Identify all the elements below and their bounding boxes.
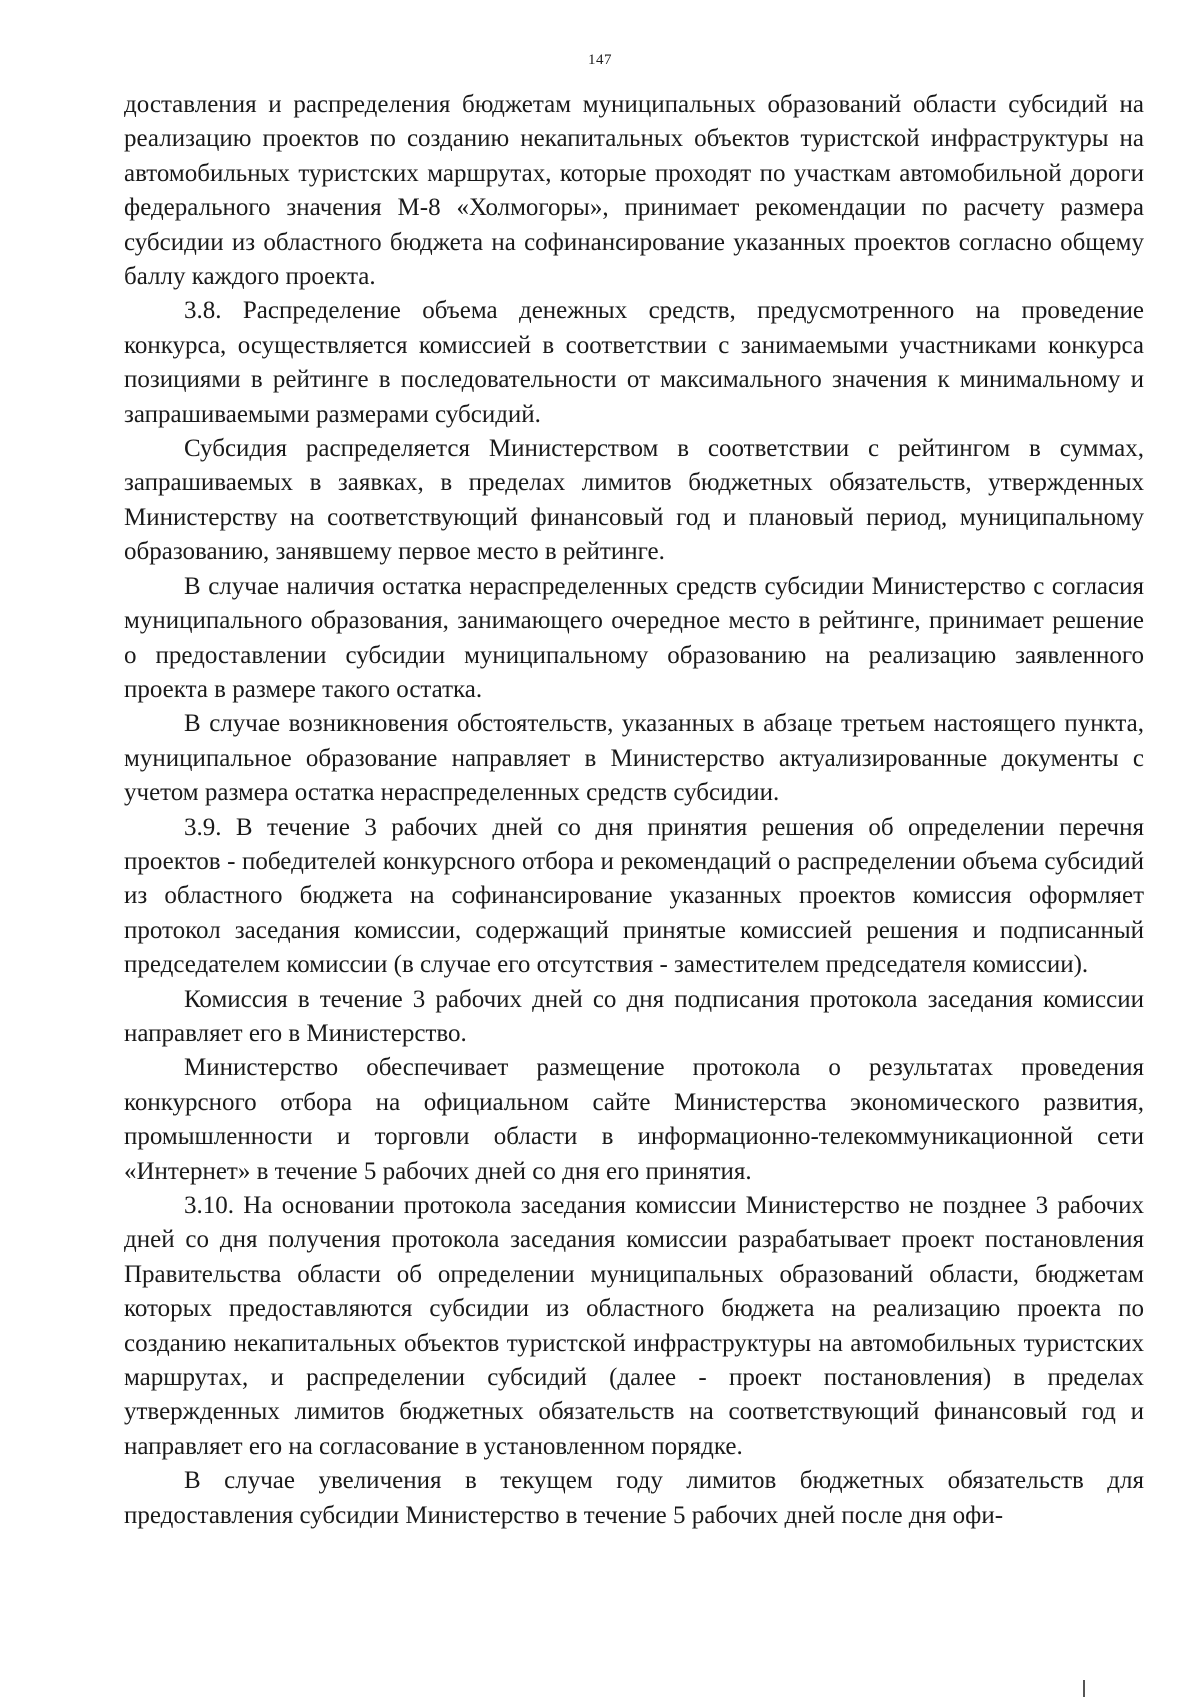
page-number: 147 — [588, 52, 612, 68]
paragraph-remainder: В случае наличия остатка нераспределенных средств субсидии Министерство с согласия муниципального образования, занимающего очередное место в рейтинге, принимает решение о предоставлении субсидии муниципальному образованию на реализацию заявленного проекта в размере такого остатка. — [124, 572, 1144, 703]
paragraph-3-8: 3.8. Распределение объема денежных средств, предусмотренного на проведение конкурса, осуществляется комиссией в соответствии с занимаемыми участниками конкурса позициями в рейтинге в последовательности от максимального значения к минимальному и запрашиваемыми размерами субсидий. — [124, 297, 1144, 428]
paragraph-3-10: 3.10. На основании протокола заседания комиссии Министерство не позднее 3 рабочих дней со дня получения протокола заседания комиссии разрабатывает проект постановления Правительства области об определении муниципальных образований области, бюджетам которых предоставляются субсидии из областного бюджета на реализацию проекта по созданию некапитальных объектов туристской инфраструктуры на автомобильных туристских маршрутах, и распределении субсидий (далее - проект постановления) в пределах утвержденных лимитов бюджетных обязательств на соответствующий финансовый год и направляет его на согласование в установленном порядке. — [124, 1192, 1144, 1460]
paragraph-publication: Министерство обеспечивает размещение протокола о результатах проведения конкурсного отбора на официальном сайте Министерства экономического развития, промышленности и торговли области в информационно-телекоммуникационной сети «Интернет» в течение 5 рабочих дней со дня его принятия. — [124, 1054, 1144, 1185]
paragraph-continuation: доставления и распределения бюджетам муниципальных образований области субсидий на реализацию проектов по созданию некапитальных объектов туристской инфраструктуры на автомобильных туристских маршрутах, которые проходят по участкам автомобильной дороги федерального значения М-8 «Холмогоры», принимает рекомендации по расчету размера субсидии из областного бюджета на софинансирование указанных проектов согласно общему баллу каждого проекта. — [124, 91, 1144, 291]
paragraph-3-9: 3.9. В течение 3 рабочих дней со дня принятия решения об определении перечня проектов - победителей конкурсного отбора и рекомендаций о распределении объема субсидий из областного бюджета на софинансирование указанных проектов комиссия оформляет протокол заседания комиссии, содержащий принятые комиссией решения и подписанный председателем комиссии (в случае его отсутствия - заместителем председателя комиссии). — [124, 813, 1144, 979]
body-text — [124, 88, 1144, 1533]
paragraph-commission-sends: Комиссия в течение 3 рабочих дней со дня подписания протокола заседания комиссии направляет его в Министерство. — [124, 985, 1144, 1047]
paragraph-limits-increase: В случае увеличения в текущем году лимитов бюджетных обязательств для предоставления субсидии Министерство в течение 5 рабочих дней после дня офи- — [124, 1467, 1144, 1529]
paragraph-subsidy-distribution: Субсидия распределяется Министерством в соответствии с рейтингом в суммах, запрашиваемых в заявках, в пределах лимитов бюджетных обязательств, утвержденных Министерству на соответствующий финансовый год и плановый период, муниципальному образованию, занявшему первое место в рейтинге. — [124, 435, 1144, 566]
scan-edge-mark — [1083, 1680, 1085, 1697]
paragraph-circumstances: В случае возникновения обстоятельств, указанных в абзаце третьем настоящего пункта, муниципальное образование направляет в Министерство актуализированные документы с учетом размера остатка нераспределенных средств субсидии. — [124, 710, 1144, 807]
